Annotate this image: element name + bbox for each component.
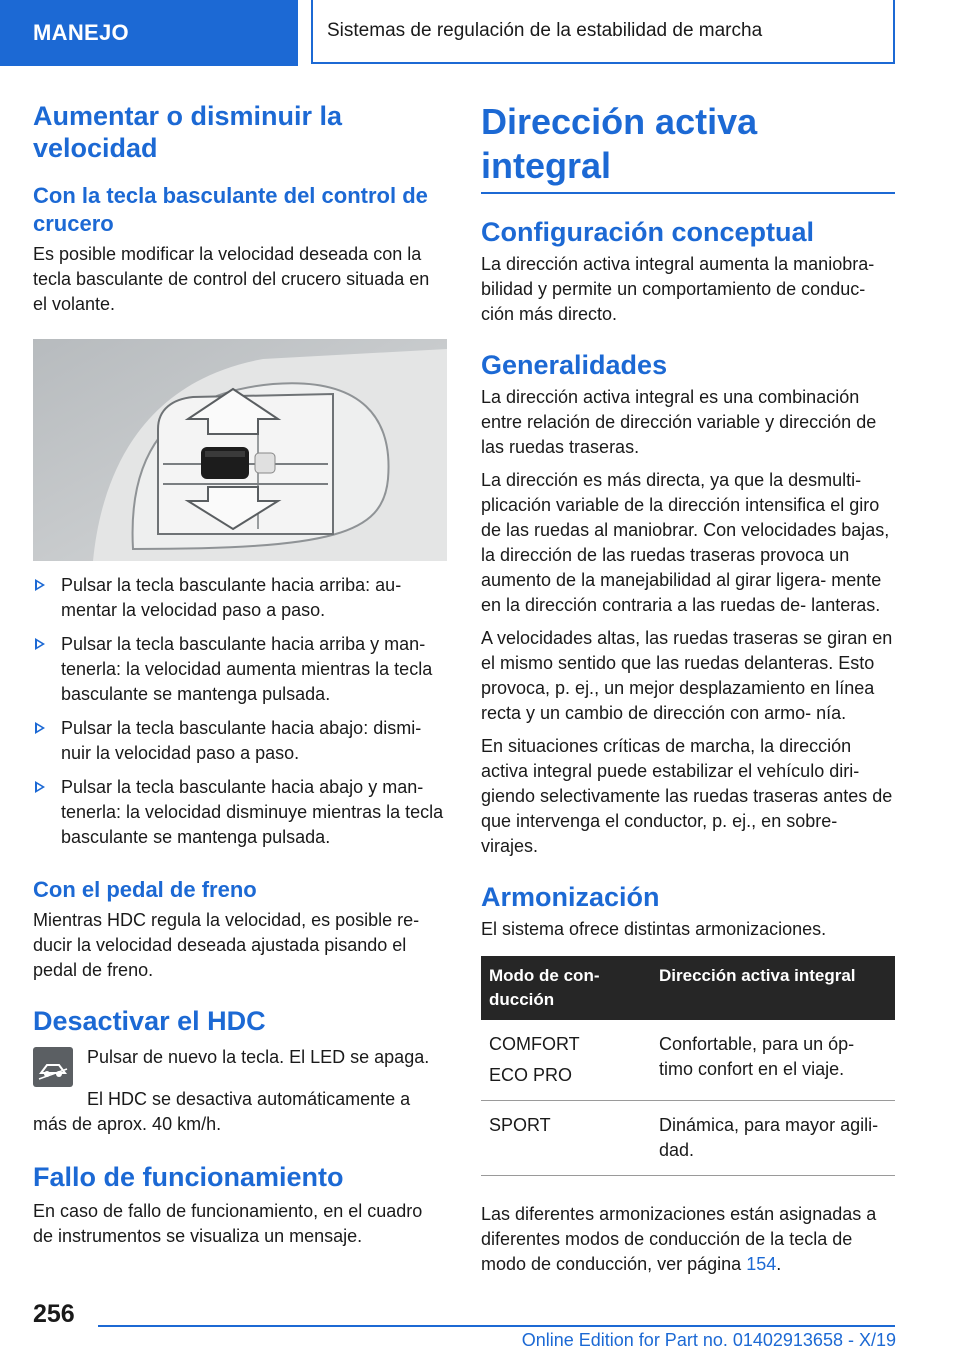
paragraph-configuracion: La dirección activa integral aumenta la maniobra- bilidad y permite un comportamiento de conduc- ción más directo.	[481, 254, 875, 324]
paragraph-tecla: Es posible modificar la velocidad deseada con la tecla basculante de control del crucero situada en el volante.	[33, 244, 430, 314]
chapter-title: Sistemas de regulación de la estabilidad de marcha	[327, 20, 763, 41]
list-item: Pulsar la tecla basculante hacia arriba: au- mentar la velocidad paso a paso.	[33, 573, 447, 623]
heading-fallo: Fallo de funcionamiento	[33, 1162, 344, 1192]
table-header-direccion: Dirección activa integral	[651, 956, 895, 1020]
bullet-triangle-icon	[35, 638, 45, 650]
table-cell-mode: COMFORT ECO PRO	[481, 1020, 651, 1101]
footer-divider	[98, 1325, 895, 1327]
heading-desactivar-hdc: Desactivar el HDC	[33, 1006, 266, 1036]
chapter-header	[311, 0, 895, 64]
heading-armonizacion: Armonización	[481, 882, 660, 912]
subheading-tecla-basculante: Con la tecla basculante del control de crucero	[33, 183, 428, 236]
heading-generalidades: Generalidades	[481, 350, 668, 380]
bullet-triangle-icon	[35, 781, 45, 793]
heading-configuracion: Configuración conceptual	[481, 217, 815, 247]
armonizacion-table	[481, 956, 895, 1176]
steering-wheel-rocker-switch-image	[33, 339, 447, 561]
list-item: Pulsar la tecla basculante hacia arriba y man- tenerla: la velocidad aumenta mientras la tecla basculante se mantenga pulsada.	[33, 632, 447, 707]
table-cell-desc: Dinámica, para mayor agili- dad.	[651, 1101, 895, 1176]
hdc-instruction	[33, 1045, 447, 1087]
paragraph-fallo: En caso de fallo de funcionamiento, en el cuadro de instrumentos se visualiza un mensaje.	[33, 1201, 423, 1246]
table-row	[481, 1020, 895, 1101]
right-column	[481, 100, 895, 1277]
paragraph-desactivar-1: Pulsar de nuevo la tecla. El LED se apaga.	[87, 1047, 430, 1067]
section-tab	[0, 0, 298, 66]
subheading-pedal-freno: Con el pedal de freno	[33, 877, 257, 902]
table-header-modo: Modo de con- ducción	[481, 956, 651, 1020]
section-label: MANEJO	[33, 20, 129, 45]
left-column	[33, 100, 447, 1249]
table-cell-desc: Confortable, para un óp- timo confort en el viaje.	[651, 1020, 895, 1101]
table-cell-mode: SPORT	[481, 1101, 651, 1176]
bullet-triangle-icon	[35, 579, 45, 591]
rocker-instructions-list	[33, 573, 447, 850]
heading-direccion-activa: Dirección activa integral	[481, 100, 895, 194]
paragraph-closing: Las diferentes armonizaciones están asignadas a diferentes modos de conducción de la tecla de modo de conducción, ver página 154.	[481, 1204, 877, 1274]
page-number: 256	[33, 1300, 75, 1328]
heading-aumentar: Aumentar o disminuir la velocidad	[33, 101, 343, 163]
paragraph-generalidades-2: La dirección es más directa, ya que la desmulti- plicación variable de la dirección intensifica el giro de las ruedas al maniobrar. Con velocidades bajas, la dirección de las ruedas traseras provoca un aumento de la manejabilidad al girar ligera- mente en la dirección contraria a las ruedas de- lanteras.	[481, 470, 890, 615]
table-row	[481, 1101, 895, 1176]
table-header-row	[481, 956, 895, 1020]
paragraph-generalidades-1: La dirección activa integral es una combinación entre relación de dirección variable y dirección de las ruedas traseras.	[481, 387, 877, 457]
footer-edition: Online Edition for Part no. 01402913658 - X/19	[521, 1330, 896, 1350]
paragraph-pedal: Mientras HDC regula la velocidad, es posible re- ducir la velocidad deseada ajustada pisando el pedal de freno.	[33, 910, 420, 980]
list-item: Pulsar la tecla basculante hacia abajo: dismi- nuir la velocidad paso a paso.	[33, 716, 447, 766]
page-reference-link[interactable]: 154	[746, 1254, 777, 1274]
paragraph-desactivar-2: El HDC se desactiva automáticamente a más de aprox. 40 km/h.	[33, 1089, 411, 1134]
bullet-triangle-icon	[35, 722, 45, 734]
paragraph-armonizacion: El sistema ofrece distintas armonizaciones.	[481, 919, 827, 939]
list-item: Pulsar la tecla basculante hacia abajo y man- tenerla: la velocidad disminuye mientras la tecla basculante se mantenga pulsada.	[33, 775, 447, 850]
paragraph-generalidades-3: A velocidades altas, las ruedas traseras se giran en el mismo sentido que las ruedas delanteras. Esto provoca, p. ej., un mejor desplazamiento en línea recta y un cambio de dirección con armo- nía.	[481, 628, 893, 723]
hdc-button-icon	[33, 1047, 73, 1087]
paragraph-generalidades-4: En situaciones críticas de marcha, la dirección activa integral puede estabilizar el vehículo diri- giendo selectivamente las ruedas traseras antes de que intervenga el conductor, p. ej., en sobre- virajes.	[481, 736, 893, 856]
